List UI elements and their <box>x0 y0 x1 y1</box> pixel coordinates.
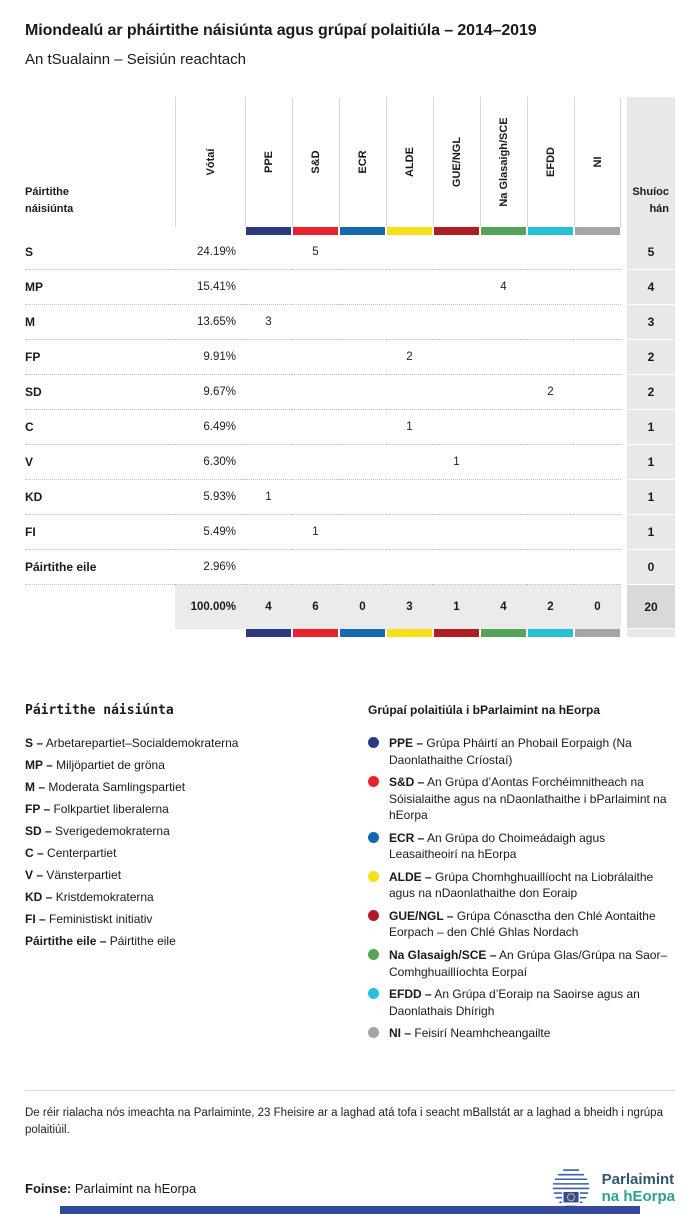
votes-value: 5.93% <box>175 480 245 515</box>
group-color-bar <box>387 227 432 235</box>
seat-count <box>433 550 480 585</box>
seat-count <box>339 410 386 445</box>
party-label: KD <box>25 480 175 515</box>
seat-count <box>433 480 480 515</box>
parties-legend-header: Páirtithe náisiúnta <box>25 703 174 718</box>
corner-header <box>25 97 175 227</box>
group-header <box>433 97 480 227</box>
party-label: C <box>25 410 175 445</box>
group-color-dot <box>368 776 379 787</box>
party-legend-item <box>25 824 368 838</box>
group-legend-item <box>368 830 675 863</box>
votes-header-label: Vótaí <box>204 148 217 176</box>
group-color-bar <box>340 227 385 235</box>
total-seat-count: 6 <box>292 585 339 629</box>
seats-column-fill <box>627 629 675 637</box>
seat-count <box>527 480 574 515</box>
seats-header-label: Shuíochán <box>632 186 669 215</box>
votes-value: 6.49% <box>175 410 245 445</box>
party-label: SD <box>25 375 175 410</box>
group-color-bar <box>293 629 338 637</box>
political-groups-legend <box>368 703 675 1048</box>
group-abbr: ECR – <box>389 830 425 845</box>
footer-accent-bar <box>60 1206 640 1214</box>
seat-count <box>245 270 292 305</box>
table-header-row <box>25 97 675 227</box>
group-color-bar-cell <box>433 227 480 235</box>
bar-row-spacer <box>175 629 245 637</box>
seat-count <box>386 550 433 585</box>
group-color-dot <box>368 737 379 748</box>
seat-count <box>339 340 386 375</box>
seat-count <box>245 340 292 375</box>
seats-total: 1 <box>627 445 675 480</box>
seat-count <box>339 480 386 515</box>
party-name: Centerpartiet <box>47 846 117 860</box>
total-seat-count: 0 <box>339 585 386 629</box>
european-parliament-logo-icon <box>548 1165 594 1211</box>
votes-value: 2.96% <box>175 550 245 585</box>
party-abbr: SD – <box>25 824 52 838</box>
group-color-bar-cell <box>386 227 433 235</box>
group-color-bar-cell <box>292 227 339 235</box>
seat-count <box>245 375 292 410</box>
seat-count <box>527 550 574 585</box>
party-legend-item <box>25 912 368 926</box>
group-legend-text <box>389 1025 675 1042</box>
party-abbr: KD – <box>25 890 53 904</box>
group-header <box>574 97 621 227</box>
source-value: Parlaimint na hEorpa <box>74 1180 197 1196</box>
seat-count <box>574 410 621 445</box>
party-name: Vänsterpartiet <box>46 868 122 882</box>
group-color-bar-cell <box>339 629 386 637</box>
table-row <box>25 270 675 305</box>
group-color-bar <box>246 629 291 637</box>
seat-count <box>339 550 386 585</box>
group-color-bar <box>434 629 479 637</box>
seat-count <box>574 340 621 375</box>
seats-total: 3 <box>627 305 675 340</box>
source-bar <box>25 1165 675 1211</box>
group-color-bar-row-top <box>25 227 675 235</box>
table-row <box>25 235 675 270</box>
seat-count <box>574 480 621 515</box>
seat-count <box>292 480 339 515</box>
group-color-dot <box>368 832 379 843</box>
seat-count <box>386 270 433 305</box>
footnote: De réir rialacha nós imeachta na Parlaiminte, 23 Fheisire ar a laghad atá tofa i seacht mBallstát ar a laghad a bheidh i ngrúpa polaitiúil. <box>25 1106 663 1136</box>
party-legend-item <box>25 758 368 772</box>
group-legend-text <box>389 986 675 1019</box>
legend <box>25 703 675 1048</box>
party-legend-item <box>25 868 368 882</box>
seats-total: 2 <box>627 375 675 410</box>
seat-count <box>339 515 386 550</box>
votes-value: 13.65% <box>175 305 245 340</box>
group-abbr: EFDD – <box>389 987 432 1002</box>
seats-total: 2 <box>627 340 675 375</box>
seat-count <box>527 235 574 270</box>
seats-total: 0 <box>627 550 675 585</box>
seat-count: 2 <box>386 340 433 375</box>
group-abbr: GUE/NGL – <box>389 908 454 923</box>
seat-count <box>433 340 480 375</box>
group-header <box>527 97 574 227</box>
group-legend-text <box>389 774 675 824</box>
seat-count <box>292 375 339 410</box>
group-legend-text <box>389 735 675 768</box>
votes-header <box>175 97 245 227</box>
group-color-bar <box>528 629 573 637</box>
group-header-label: ALDE <box>404 147 416 177</box>
source-label: Foinse: <box>25 1180 72 1196</box>
party-abbr: V – <box>25 868 44 882</box>
group-color-bar <box>481 629 526 637</box>
group-abbr: Na Glasaigh/SCE – <box>389 948 497 963</box>
group-header <box>339 97 386 227</box>
seat-count <box>339 270 386 305</box>
group-name: An Grúpa d’Aontas Forchéimnitheach na Sóisialaithe agus na nDaonlathaithe i bParlaimint na hEorpa <box>389 775 667 823</box>
seat-count <box>245 445 292 480</box>
party-name: Kristdemokraterna <box>55 890 154 904</box>
seat-count <box>480 445 527 480</box>
party-list <box>25 736 368 948</box>
group-color-bar-cell <box>527 629 574 637</box>
table-row <box>25 410 675 445</box>
seat-count <box>574 515 621 550</box>
group-name: Feisirí Neamhcheangailte <box>414 1026 551 1041</box>
table-row <box>25 340 675 375</box>
logo-text-line2: na hEorpa <box>601 1188 675 1206</box>
seat-count <box>480 375 527 410</box>
total-seat-count: 1 <box>433 585 480 629</box>
group-header <box>292 97 339 227</box>
group-legend-text <box>389 908 675 941</box>
seat-count: 1 <box>245 480 292 515</box>
seat-count <box>339 305 386 340</box>
votes-value: 5.49% <box>175 515 245 550</box>
party-abbr: Páirtithe eile – <box>25 934 107 948</box>
seat-count <box>527 410 574 445</box>
group-header <box>386 97 433 227</box>
seat-count <box>386 305 433 340</box>
party-legend-item <box>25 890 368 904</box>
seat-count <box>386 445 433 480</box>
party-legend-item <box>25 736 368 750</box>
group-legend-item <box>368 986 675 1019</box>
table-row <box>25 480 675 515</box>
group-color-bar <box>293 227 338 235</box>
group-name: Grúpa Pháirtí an Phobail Eorpaigh (Na Daonlathaithe Críostaí) <box>389 736 632 767</box>
party-name: Moderata Samlingspartiet <box>48 780 186 794</box>
group-legend-text <box>389 947 675 980</box>
source <box>25 1181 196 1196</box>
seat-count <box>574 550 621 585</box>
votes-value: 9.91% <box>175 340 245 375</box>
seat-count <box>292 270 339 305</box>
party-abbr: MP – <box>25 758 53 772</box>
seat-count <box>480 410 527 445</box>
group-name: An Grúpa d’Eoraip na Saoirse agus an Daonlathais Dhírigh <box>389 987 640 1018</box>
table-row <box>25 445 675 480</box>
group-legend-item <box>368 1025 675 1042</box>
group-abbr: ALDE – <box>389 869 432 884</box>
seat-count <box>574 445 621 480</box>
party-name: Páirtithe eile <box>109 934 176 948</box>
total-seat-count: 2 <box>527 585 574 629</box>
seat-count <box>527 305 574 340</box>
group-color-bar <box>340 629 385 637</box>
seat-count <box>386 235 433 270</box>
votes-value: 24.19% <box>175 235 245 270</box>
group-legend-text <box>389 869 675 902</box>
group-color-bar <box>387 629 432 637</box>
group-header-label: GUE/NGL <box>451 136 463 188</box>
party-label: M <box>25 305 175 340</box>
group-color-bar-cell <box>574 629 621 637</box>
group-name: An Grúpa do Choimeádaigh agus Leasaitheoirí na hEorpa <box>389 830 606 862</box>
group-color-dot <box>368 988 379 999</box>
seats-total: 5 <box>627 235 675 270</box>
seat-count <box>433 235 480 270</box>
group-color-bar-cell <box>245 227 292 235</box>
seat-count: 3 <box>245 305 292 340</box>
seat-count <box>480 340 527 375</box>
table-row <box>25 305 675 340</box>
footer-divider <box>25 1090 675 1091</box>
seat-count <box>433 410 480 445</box>
seat-count <box>480 550 527 585</box>
group-color-bar-cell <box>527 227 574 235</box>
party-label: FP <box>25 340 175 375</box>
results-table <box>25 97 675 637</box>
party-label: S <box>25 235 175 270</box>
votes-value: 15.41% <box>175 270 245 305</box>
seat-count <box>245 550 292 585</box>
group-color-bar-cell <box>292 629 339 637</box>
party-name: Feministiskt initiativ <box>49 912 153 926</box>
seat-count <box>480 515 527 550</box>
national-parties-legend <box>25 703 368 1048</box>
seat-count <box>574 305 621 340</box>
page-title: Miondealú ar pháirtithe náisiúnta agus grúpaí polaitiúla – 2014–2019 <box>25 22 537 39</box>
seats-total: 1 <box>627 515 675 550</box>
seat-count <box>527 445 574 480</box>
seat-count <box>574 235 621 270</box>
seat-count <box>245 515 292 550</box>
seat-count <box>433 270 480 305</box>
seat-count <box>292 445 339 480</box>
group-color-bar <box>528 227 573 235</box>
group-legend-item <box>368 735 675 768</box>
party-label: V <box>25 445 175 480</box>
corner-header-label: Páirtithe náisiúnta <box>25 186 74 215</box>
table-total-row <box>25 585 675 629</box>
seat-count <box>480 235 527 270</box>
seat-count: 4 <box>480 270 527 305</box>
total-seat-count: 3 <box>386 585 433 629</box>
seats-header <box>627 97 675 227</box>
total-seat-count: 0 <box>574 585 621 629</box>
seat-count <box>480 480 527 515</box>
seat-count <box>527 515 574 550</box>
party-abbr: FP – <box>25 802 51 816</box>
party-abbr: S – <box>25 736 44 750</box>
party-legend-item <box>25 934 368 948</box>
seat-count <box>527 340 574 375</box>
seat-count <box>339 375 386 410</box>
group-header-label: NI <box>591 156 604 168</box>
group-list <box>368 735 675 1042</box>
party-label: FI <box>25 515 175 550</box>
seat-count <box>245 235 292 270</box>
party-name: Miljöpartiet de gröna <box>56 758 165 772</box>
seats-total: 1 <box>627 410 675 445</box>
seat-count <box>339 235 386 270</box>
group-color-bar <box>434 227 479 235</box>
group-color-bar-cell <box>480 227 527 235</box>
group-color-bar-cell <box>480 629 527 637</box>
group-color-dot <box>368 949 379 960</box>
group-abbr: S&D – <box>389 775 425 790</box>
group-header <box>245 97 292 227</box>
group-abbr: NI – <box>389 1026 412 1041</box>
seat-count: 1 <box>433 445 480 480</box>
seat-count <box>292 550 339 585</box>
party-label: Páirtithe eile <box>25 550 175 585</box>
logo-text <box>602 1171 675 1206</box>
seat-count <box>245 410 292 445</box>
party-legend-item <box>25 846 368 860</box>
group-header-label: S&D <box>310 150 322 174</box>
seats-total: 1 <box>627 480 675 515</box>
seat-count <box>386 515 433 550</box>
votes-value: 6.30% <box>175 445 245 480</box>
group-color-bar <box>575 227 620 235</box>
seats-total: 4 <box>627 270 675 305</box>
group-header-label: EFDD <box>545 147 557 177</box>
group-color-bar <box>575 629 620 637</box>
seat-count <box>480 305 527 340</box>
seat-count: 2 <box>527 375 574 410</box>
group-legend-item <box>368 908 675 941</box>
group-color-dot <box>368 1027 379 1038</box>
party-abbr: C – <box>25 846 44 860</box>
seat-count <box>339 445 386 480</box>
seat-count <box>292 410 339 445</box>
seat-count <box>574 375 621 410</box>
party-label: MP <box>25 270 175 305</box>
group-color-bar <box>481 227 526 235</box>
total-row-label <box>25 585 175 629</box>
bar-row-spacer <box>25 227 175 235</box>
group-header <box>480 97 527 227</box>
group-color-bar-cell <box>433 629 480 637</box>
table-row <box>25 550 675 585</box>
party-abbr: M – <box>25 780 46 794</box>
group-color-bar-row-bottom <box>25 629 675 637</box>
bar-row-spacer <box>25 629 175 637</box>
seat-count <box>386 375 433 410</box>
total-seats: 20 <box>627 585 675 629</box>
party-name: Sverigedemokraterna <box>55 824 170 838</box>
group-header-label: ECR <box>357 150 369 174</box>
bar-row-spacer <box>175 227 245 235</box>
seats-column-fill <box>627 227 675 235</box>
group-color-bar <box>246 227 291 235</box>
group-name: An Grúpa Glas/Grúpa na Saor–Comhghuaillíochta Eorpaí <box>389 948 668 979</box>
votes-value: 9.67% <box>175 375 245 410</box>
group-name: Grúpa Cónasctha den Chlé Aontaithe Eorpach – den Chlé Ghlas Nordach <box>389 908 656 940</box>
group-name: Grúpa Chomhghuaillíocht na Liobrálaithe agus na nDaonlathaithe don Eoraip <box>389 869 654 901</box>
logo-text-line1: Parlaimint <box>601 1171 675 1188</box>
page-subtitle: An tSualainn – Seisiún reachtach <box>25 51 246 68</box>
group-color-bar-cell <box>245 629 292 637</box>
total-seat-count: 4 <box>245 585 292 629</box>
party-legend-item <box>25 802 368 816</box>
european-parliament-logo <box>548 1165 675 1211</box>
table-row <box>25 375 675 410</box>
table-row <box>25 515 675 550</box>
total-votes-value: 100.00% <box>175 585 245 629</box>
seat-count <box>433 375 480 410</box>
group-legend-item <box>368 947 675 980</box>
seat-count <box>433 305 480 340</box>
seat-count <box>433 515 480 550</box>
party-name: Folkpartiet liberalerna <box>53 802 169 816</box>
group-color-bar-cell <box>386 629 433 637</box>
party-name: Arbetarepartiet–Socialdemokraterna <box>45 736 239 750</box>
group-header-label: PPE <box>263 150 275 174</box>
groups-legend-header: Grúpaí polaitiúla i bParlaimint na hEorpa <box>368 703 601 717</box>
seat-count <box>292 340 339 375</box>
seat-count: 1 <box>292 515 339 550</box>
group-legend-text <box>389 830 675 863</box>
seat-count <box>527 270 574 305</box>
seat-count: 1 <box>386 410 433 445</box>
total-seat-count: 4 <box>480 585 527 629</box>
seat-count <box>386 480 433 515</box>
group-legend-item <box>368 869 675 902</box>
group-legend-item <box>368 774 675 824</box>
party-abbr: FI – <box>25 912 46 926</box>
group-color-dot <box>368 871 379 882</box>
seat-count <box>574 270 621 305</box>
group-header-label: Na Glasaigh/SCE <box>498 117 510 207</box>
group-abbr: PPE – <box>389 736 424 750</box>
seat-count: 5 <box>292 235 339 270</box>
group-color-dot <box>368 910 379 921</box>
seat-count <box>292 305 339 340</box>
party-legend-item <box>25 780 368 794</box>
group-color-bar-cell <box>339 227 386 235</box>
group-color-bar-cell <box>574 227 621 235</box>
